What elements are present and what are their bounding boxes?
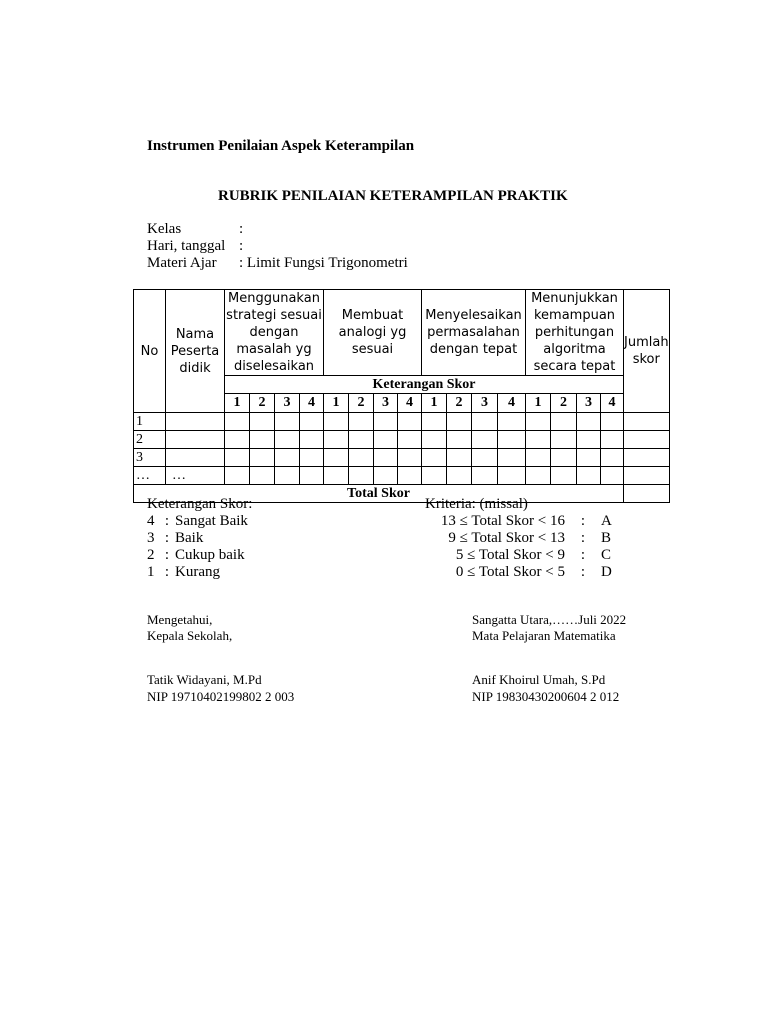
score-cell <box>250 449 275 467</box>
legend-item <box>147 547 245 564</box>
score-cell <box>526 449 551 467</box>
score-cell <box>447 413 472 431</box>
score-cell <box>422 413 447 431</box>
legend-title: Keterangan Skor: <box>147 496 253 512</box>
legend-label: Cukup baik <box>175 547 245 563</box>
row-number: 3 <box>134 449 166 467</box>
score-cell <box>275 467 300 485</box>
legend-label: Kurang <box>175 564 220 580</box>
score-cell <box>300 413 324 431</box>
score-cell <box>577 449 601 467</box>
score-cell <box>275 449 300 467</box>
row-nama <box>166 449 225 467</box>
row-number: 2 <box>134 431 166 449</box>
signature-right-line2: Mata Pelajaran Matematika <box>472 628 616 643</box>
score-cell <box>601 449 624 467</box>
kelas-value: : <box>239 221 244 237</box>
score-cell <box>551 467 577 485</box>
score-cell <box>422 449 447 467</box>
score-number: 3 <box>577 394 601 413</box>
score-cell <box>447 449 472 467</box>
table-row <box>134 449 670 467</box>
score-cell <box>526 431 551 449</box>
score-cell <box>250 431 275 449</box>
criteria-separator: : <box>580 530 586 546</box>
signature-left-nip: NIP 19710402199802 2 003 <box>147 689 295 704</box>
legend-score: 4 <box>147 513 155 529</box>
row-number: … <box>134 467 166 485</box>
score-cell <box>601 467 624 485</box>
criteria-grade: B <box>601 530 612 546</box>
signature-left-line2: Kepala Sekolah, <box>147 628 233 643</box>
score-number: 1 <box>422 394 447 413</box>
score-number: 4 <box>300 394 324 413</box>
score-number: 4 <box>498 394 526 413</box>
score-number: 3 <box>275 394 300 413</box>
jumlah-cell <box>624 449 670 467</box>
score-number: 2 <box>349 394 374 413</box>
total-skor-cell <box>624 485 670 503</box>
criteria-range: 5 ≤ Total Skor < 9 <box>455 547 565 563</box>
score-cell <box>601 413 624 431</box>
score-cell <box>498 413 526 431</box>
score-cell <box>398 467 422 485</box>
rubric-table <box>133 289 670 503</box>
score-cell <box>577 413 601 431</box>
table-row <box>134 467 670 485</box>
row-nama: … <box>166 467 225 485</box>
signature-right-nip: NIP 19830430200604 2 012 <box>472 689 620 704</box>
hari-tanggal-label: Hari, tanggal <box>147 238 226 254</box>
column-header-no: No <box>134 290 166 413</box>
score-number: 1 <box>324 394 349 413</box>
score-cell <box>300 449 324 467</box>
kelas-label: Kelas <box>147 221 182 237</box>
criteria-item <box>425 513 612 530</box>
keterangan-skor-header: Keterangan Skor <box>225 376 624 394</box>
score-cell <box>577 467 601 485</box>
hari-tanggal-value: : <box>239 238 244 254</box>
column-header-jumlah-skor: Jumlah skor <box>624 290 670 413</box>
score-cell <box>526 467 551 485</box>
signature-left-line1: Mengetahui, <box>147 612 213 627</box>
score-number: 1 <box>526 394 551 413</box>
score-cell <box>324 431 349 449</box>
score-cell <box>498 431 526 449</box>
table-row <box>134 413 670 431</box>
criteria-separator: : <box>580 513 586 529</box>
total-skor-label: Total Skor <box>134 485 624 503</box>
materi-ajar-value: : Limit Fungsi Trigonometri <box>239 255 408 271</box>
score-number: 2 <box>447 394 472 413</box>
legend-label: Sangat Baik <box>175 513 248 529</box>
rubric-title: RUBRIK PENILAIAN KETERAMPILAN PRAKTIK <box>218 188 568 204</box>
score-number: 2 <box>250 394 275 413</box>
score-cell <box>551 431 577 449</box>
score-cell <box>225 467 250 485</box>
score-cell <box>398 449 422 467</box>
score-cell <box>374 467 398 485</box>
jumlah-cell <box>624 413 670 431</box>
legend-item <box>147 564 220 581</box>
score-cell <box>472 431 498 449</box>
score-cell <box>551 413 577 431</box>
score-cell <box>349 449 374 467</box>
row-nama <box>166 413 225 431</box>
aspect-header-strategi: Menggunakan strategi sesuai dengan masalah yg diselesaikan <box>226 291 322 374</box>
criteria-separator: : <box>580 564 586 580</box>
score-cell <box>300 431 324 449</box>
criteria-range: 13 ≤ Total Skor < 16 <box>440 513 565 529</box>
score-number: 4 <box>398 394 422 413</box>
signature-left-name: Tatik Widayani, M.Pd <box>147 672 262 687</box>
score-cell <box>526 413 551 431</box>
score-number: 2 <box>551 394 577 413</box>
score-cell <box>398 413 422 431</box>
legend-item <box>147 513 248 530</box>
score-cell <box>275 431 300 449</box>
score-cell <box>374 413 398 431</box>
score-cell <box>398 431 422 449</box>
score-cell <box>472 449 498 467</box>
legend-separator: : <box>164 513 170 529</box>
score-cell <box>324 467 349 485</box>
score-cell <box>349 413 374 431</box>
criteria-grade: D <box>601 564 612 580</box>
aspect-header-menyelesaikan: Menyelesaikan permasalahan dengan tepat <box>422 290 526 376</box>
score-number: 1 <box>225 394 250 413</box>
score-cell <box>324 449 349 467</box>
score-cell <box>577 431 601 449</box>
score-cell <box>250 413 275 431</box>
aspect-header-analogi: Membuat analogi yg sesuai <box>324 290 422 376</box>
score-cell <box>551 449 577 467</box>
jumlah-cell <box>624 467 670 485</box>
table-row <box>134 431 670 449</box>
score-cell <box>324 413 349 431</box>
legend-separator: : <box>164 564 170 580</box>
score-cell <box>300 467 324 485</box>
score-cell <box>472 413 498 431</box>
row-nama <box>166 431 225 449</box>
document-heading: Instrumen Penilaian Aspek Keterampilan <box>147 138 415 154</box>
criteria-separator: : <box>580 547 586 563</box>
score-cell <box>601 431 624 449</box>
score-cell <box>225 449 250 467</box>
row-number: 1 <box>134 413 166 431</box>
score-cell <box>498 449 526 467</box>
score-cell <box>250 467 275 485</box>
score-cell <box>275 413 300 431</box>
signature-right-line1: Sangatta Utara,……Juli 2022 <box>472 612 627 627</box>
criteria-grade: C <box>601 547 612 563</box>
score-number: 3 <box>374 394 398 413</box>
legend-separator: : <box>164 547 170 563</box>
criteria-title: Kriteria: (missal) <box>425 496 528 512</box>
legend-separator: : <box>164 530 170 546</box>
table-header-row <box>134 290 670 376</box>
materi-ajar-label: Materi Ajar <box>147 255 217 271</box>
score-cell <box>498 467 526 485</box>
criteria-item <box>425 564 612 581</box>
score-cell <box>422 431 447 449</box>
score-cell <box>422 467 447 485</box>
jumlah-cell <box>624 431 670 449</box>
score-number: 4 <box>601 394 624 413</box>
criteria-grade: A <box>601 513 612 529</box>
score-cell <box>447 431 472 449</box>
score-cell <box>374 449 398 467</box>
score-cell <box>374 431 398 449</box>
legend-score: 1 <box>147 564 155 580</box>
criteria-item <box>425 530 611 547</box>
score-number: 3 <box>472 394 498 413</box>
score-cell <box>225 431 250 449</box>
legend-score: 2 <box>147 547 155 563</box>
legend-score: 3 <box>147 530 155 546</box>
aspect-header-perhitungan: Menunjukkan kemampuan perhitungan algoritma secara tepat <box>526 290 624 376</box>
signature-right-name: Anif Khoirul Umah, S.Pd <box>472 672 606 687</box>
column-header-nama: Nama Peserta didik <box>166 290 225 413</box>
score-cell <box>225 413 250 431</box>
score-cell <box>349 431 374 449</box>
criteria-range: 0 ≤ Total Skor < 5 <box>455 564 565 580</box>
criteria-range: 9 ≤ Total Skor < 13 <box>448 530 565 546</box>
score-cell <box>349 467 374 485</box>
score-cell <box>447 467 472 485</box>
score-cell <box>472 467 498 485</box>
legend-label: Baik <box>175 530 204 546</box>
legend-item <box>147 530 203 547</box>
criteria-item <box>425 547 611 564</box>
